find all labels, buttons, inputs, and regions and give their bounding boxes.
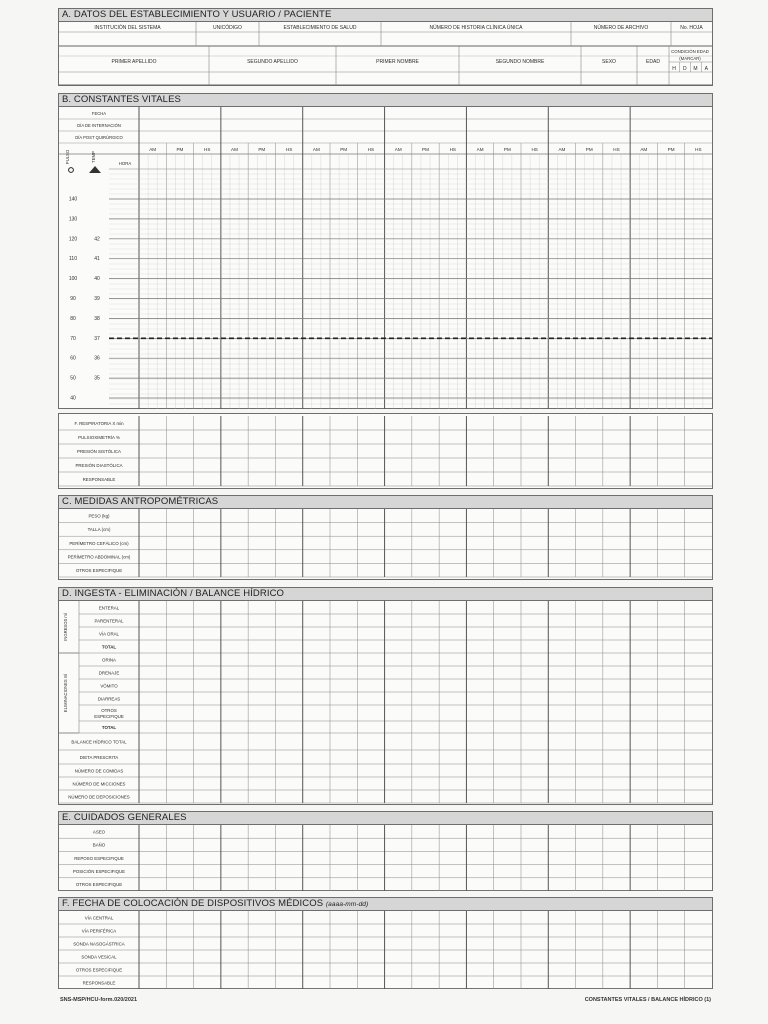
condicion-H: H [672, 66, 676, 72]
care-1: BAÑO [92, 842, 106, 848]
fluid-balance-grid [59, 601, 712, 805]
care-0: ASEO [92, 829, 106, 835]
section-f [58, 897, 713, 989]
condicion-M: M [693, 66, 698, 72]
temp-marker-icon [89, 166, 101, 173]
vital-measure-1: PULSIOXIMETRÍA % [78, 434, 120, 440]
vital-measure-2: PRESIÓN SISTÓLICA [77, 448, 121, 454]
section-b-title: B. CONSTANTES VITALES [59, 94, 712, 107]
shift-HS: HS [204, 147, 211, 152]
eliminaciones-label: ELIMINACIONES ml [63, 673, 68, 713]
header-name-3: SEGUNDO NOMBRE [495, 59, 545, 65]
shift-PM: PM [176, 147, 184, 152]
shift-HS: HS [695, 147, 702, 152]
shift-HS: HS [531, 147, 538, 152]
fluid-row-14: NÚMERO DE DEPOSICIONES [68, 794, 130, 800]
section-a-title: A. DATOS DEL ESTABLECIMIENTO Y USUARIO / PACIENTE [59, 9, 712, 22]
vital-measures-grid [59, 414, 712, 488]
medical-devices-grid [59, 911, 712, 989]
fluid-row-2: VÍA ORAL [98, 631, 120, 637]
anthropometric-3: PERÍMETRO ABDOMINAL (cm) [67, 554, 131, 560]
shift-HS: HS [449, 147, 456, 152]
header-2: ESTABLECIMIENTO DE SALUD [283, 25, 357, 31]
shift-HS: HS [285, 147, 293, 152]
fluid-row-13: NÚMERO DE MICCIONES [72, 781, 126, 787]
temp-value-38: 38 [94, 315, 100, 322]
temp-value-41: 41 [94, 256, 100, 263]
section-c [58, 495, 713, 580]
form-title-footer: CONSTANTES VITALES / BALANCE HÍDRICO (1) [584, 997, 711, 1003]
section-b [58, 93, 713, 409]
pulse-value-110: 110 [69, 256, 77, 263]
shift-PM: PM [667, 147, 675, 152]
shift-AM: AM [476, 147, 484, 152]
fluid-row-6: VÓMITO [100, 683, 118, 689]
shift-PM: PM [258, 147, 266, 152]
anthropometric-0: PESO (kg) [88, 513, 110, 519]
shift-PM: PM [340, 147, 348, 152]
fluid-row-1: PARENTERAL [94, 618, 124, 624]
section-f-title [59, 898, 712, 911]
pulse-value-60: 60 [70, 355, 76, 362]
pulse-value-50: 50 [70, 375, 76, 382]
header-name-2: PRIMER NOMBRE [376, 59, 419, 65]
shift-AM: AM [640, 147, 648, 152]
device-4: OTROS ESPECIFIQUE [75, 967, 123, 973]
device-5: RESPONSABLE [82, 980, 116, 986]
pulse-value-70: 70 [70, 335, 76, 342]
info-row-0: FECHA [91, 111, 107, 116]
general-care-grid [59, 825, 712, 891]
vital-measure-3: PRESIÓN DIASTÓLICA [75, 462, 123, 468]
header-name-5: EDAD [646, 59, 660, 65]
device-3: SONDA VESICAL [81, 954, 117, 960]
shift-HS: HS [613, 147, 620, 152]
temp-value-37: 37 [94, 335, 100, 342]
fluid-row-3: TOTAL [101, 644, 117, 650]
fluid-row-0: ENTERAL [98, 605, 120, 611]
pulse-value-140: 140 [68, 196, 78, 203]
header-0: INSTITUCIÓN DEL SISTEMA [94, 25, 161, 31]
temp-value-36: 36 [94, 355, 100, 362]
shift-AM: AM [231, 147, 238, 152]
care-3: POSICIÓN ESPECIFIQUE [72, 869, 126, 874]
pulse-value-120: 120 [68, 236, 78, 243]
condicion-label: CONDICIÓN EDAD [671, 49, 709, 54]
device-1: VÍA PERIFÉRICA [81, 928, 117, 934]
vital-signs-grid [59, 107, 712, 409]
section-a-grid [59, 22, 712, 86]
care-4: OTROS ESPECIFIQUE [75, 882, 123, 888]
fluid-row-7: DIARREAS [97, 696, 121, 702]
elim-otros-2: ESPECIFIQUE [94, 714, 124, 719]
form-code: SNS-MSP/HCU-form.020/2021 [60, 997, 138, 1003]
pulse-value-80: 80 [70, 315, 76, 322]
device-0: VÍA CENTRAL [84, 915, 114, 921]
pulso-label: PULSO [65, 149, 70, 165]
fluid-row-11: DIETA PRESCRITA [79, 754, 119, 760]
anthropometric-1: TALLA (cm) [87, 527, 111, 533]
device-2: SONDA NASOGÁSTRICA [73, 941, 125, 947]
shift-AM: AM [394, 147, 402, 152]
fluid-row-4: ORINA [102, 657, 116, 663]
section-e-title: E. CUIDADOS GENERALES [59, 812, 712, 825]
shift-AM: AM [312, 147, 320, 152]
fluid-row-12: NÚMERO DE COMIDAS [74, 768, 124, 774]
shift-HS: HS [367, 147, 375, 152]
shift-AM: AM [149, 147, 157, 152]
pulse-value-130: 130 [68, 216, 78, 223]
header-4: NÚMERO DE ARCHIVO [593, 25, 649, 31]
condicion-mark: (MARCAR) [679, 56, 701, 61]
info-row-2: DÍA POST QUIRÚRGICO [75, 135, 123, 140]
section-c-title: C. MEDIDAS ANTROPOMÉTRICAS [59, 496, 712, 509]
shift-PM: PM [585, 147, 593, 152]
header-name-4: SEXO [602, 59, 616, 65]
temp-value-40: 40 [94, 276, 100, 283]
temp-value-39: 39 [94, 296, 100, 302]
section-a [58, 8, 713, 86]
fluid-row-9: TOTAL [101, 724, 117, 730]
header-3: NÚMERO DE HISTORIA CLÍNICA ÚNICA [429, 25, 523, 31]
vital-measure-0: F. RESPIRATORIA X min [74, 420, 124, 426]
anthropometric-4: OTROS ESPECIFIQUE [75, 568, 123, 573]
header-name-1: SEGUNDO APELLIDO [247, 59, 298, 65]
care-2: REPOSO ESPECIFIQUE [74, 855, 124, 861]
elim-otros-1: OTROS [101, 708, 117, 713]
temp-value-35: 35 [94, 375, 100, 382]
temp-label: TEMP [91, 151, 96, 163]
pulse-marker-icon [69, 168, 74, 173]
header-name-0: PRIMER APELLIDO [111, 59, 157, 65]
ingresos-label: INGRESOS ml [63, 613, 68, 641]
section-e [58, 811, 713, 891]
condicion-A: A [704, 66, 708, 72]
condicion-D: D [682, 66, 687, 72]
header-1: UNICÓDIGO [213, 25, 242, 31]
section-b-measures [58, 413, 713, 489]
header-5: No. HOJA [680, 25, 703, 31]
shift-AM: AM [558, 147, 566, 152]
fluid-row-10: BALANCE HÍDRICO TOTAL [71, 739, 127, 745]
section-d [58, 587, 713, 805]
shift-PM: PM [503, 147, 511, 152]
pulse-value-100: 100 [68, 276, 78, 283]
pulse-value-40: 40 [70, 395, 76, 402]
section-f-title-text: F. FECHA DE COLOCACIÓN DE DISPOSITIVOS MÉDICOS [62, 898, 324, 909]
pulse-value-90: 90 [70, 296, 76, 302]
hora-label: HORA [118, 161, 132, 166]
section-f-title-note: (aaaa-mm-dd) [325, 901, 369, 908]
info-row-1: DÍA DE INTERNACIÓN [77, 123, 121, 128]
vital-measure-4: RESPONSABLE [82, 476, 116, 482]
anthropometric-grid [59, 509, 712, 580]
fluid-row-5: DRENAJE [98, 670, 120, 676]
anthropometric-2: PERÍMETRO CEFÁLICO (cm) [69, 540, 129, 546]
shift-PM: PM [422, 147, 429, 152]
temp-value-42: 42 [94, 236, 100, 243]
section-d-title: D. INGESTA - ELIMINACIÓN / BALANCE HÍDRICO [59, 588, 712, 601]
